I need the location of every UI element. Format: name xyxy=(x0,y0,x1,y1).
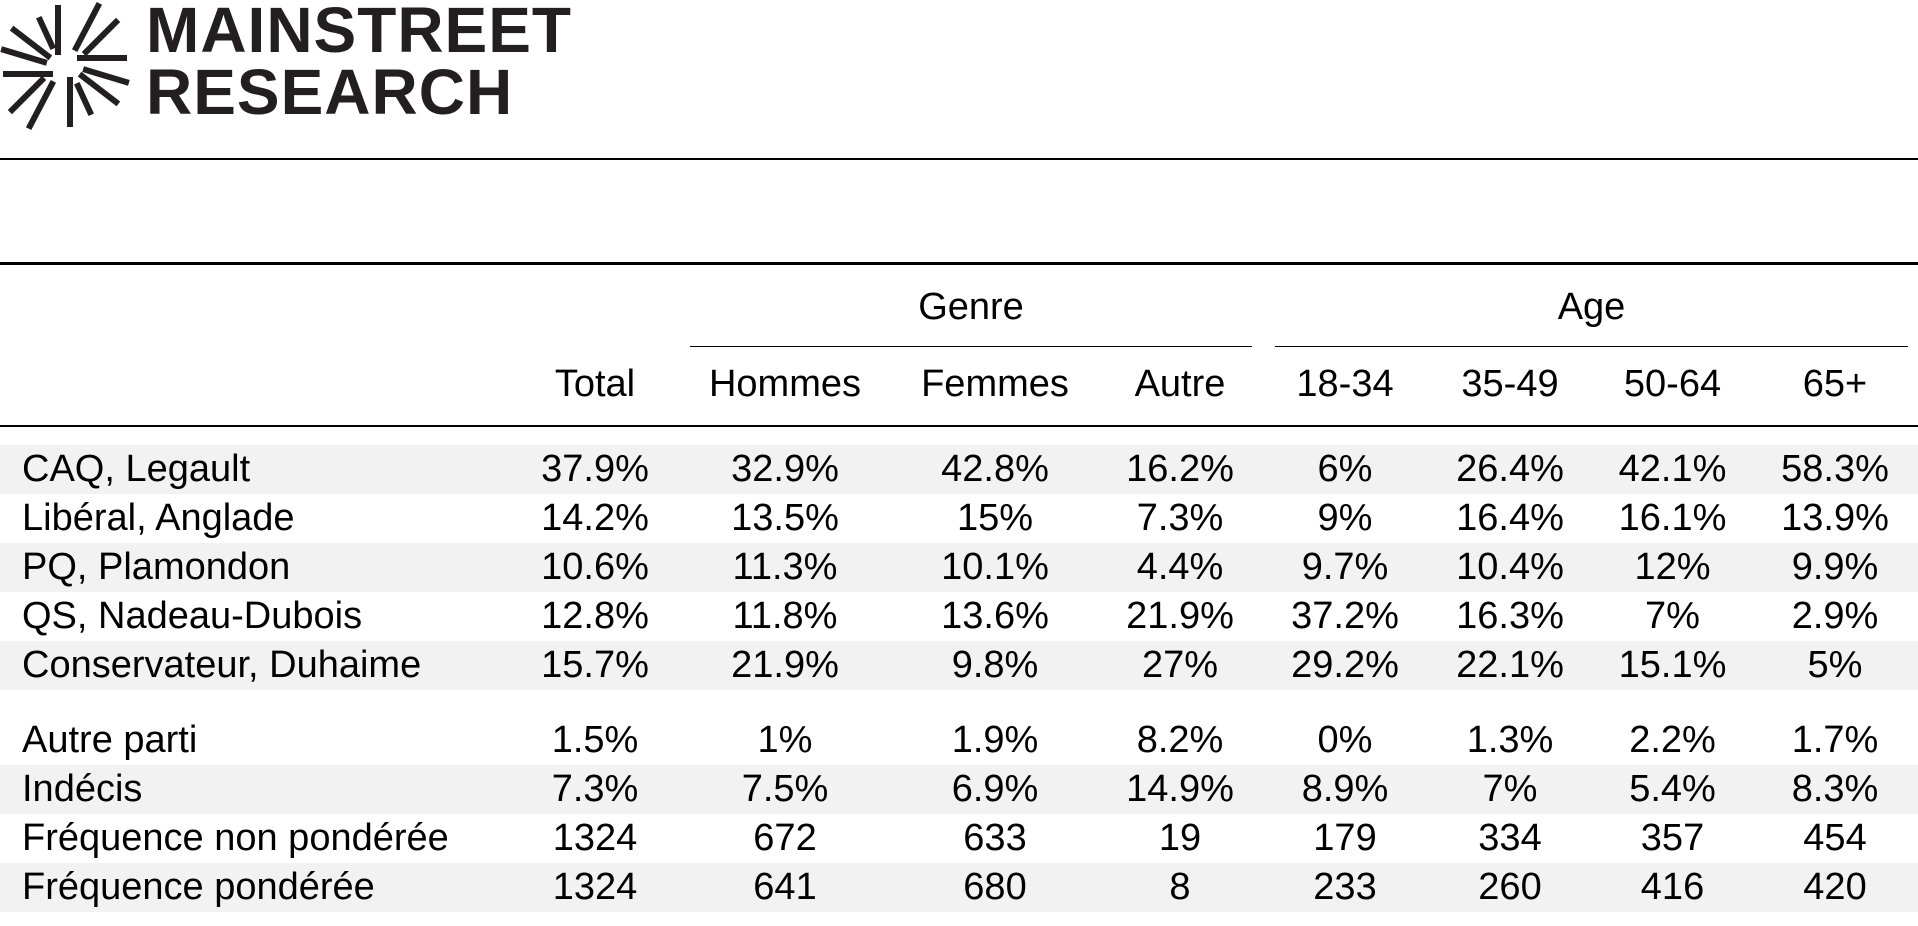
table-cell: 16.1% xyxy=(1618,497,1727,539)
table-cell: 16.3% xyxy=(1456,595,1564,637)
row-label: Fréquence non pondérée xyxy=(22,817,449,859)
table-cell: 357 xyxy=(1640,817,1705,859)
table-cell: 1324 xyxy=(552,817,638,859)
table-cell: 2.2% xyxy=(1629,719,1716,761)
table-cell: 6.9% xyxy=(951,768,1039,810)
table-cell: 16.4% xyxy=(1456,497,1564,539)
table-row xyxy=(0,543,1918,592)
row-label: CAQ, Legault xyxy=(22,448,251,490)
table-row xyxy=(0,765,1918,814)
table-cell: 13.6% xyxy=(941,595,1049,637)
column-header-50-64: 50-64 xyxy=(1623,363,1722,405)
table-cell: 8.3% xyxy=(1791,768,1879,810)
table-cell: 416 xyxy=(1640,866,1705,908)
table-cell: 7% xyxy=(1645,595,1700,637)
table-cell: 233 xyxy=(1313,866,1377,908)
starburst-logo-icon xyxy=(0,0,130,132)
table-cell: 13.5% xyxy=(731,497,839,539)
table-cell: 14.2% xyxy=(541,497,649,539)
column-header-autre: Autre xyxy=(1134,363,1226,405)
table-cell: 680 xyxy=(963,866,1027,908)
column-header-18-34: 18-34 xyxy=(1296,363,1394,405)
row-label: Autre parti xyxy=(22,719,198,761)
table-cell: 334 xyxy=(1478,817,1542,859)
table-cell: 1.9% xyxy=(951,719,1039,761)
row-label: QS, Nadeau-Dubois xyxy=(22,595,363,637)
column-header-65-plus: 65+ xyxy=(1802,363,1868,405)
table-cell: 32.9% xyxy=(731,448,839,490)
table-cell: 10.1% xyxy=(941,546,1049,588)
brand-name-line2: RESEARCH xyxy=(146,56,514,128)
table-row xyxy=(0,863,1918,912)
table-header-rule xyxy=(0,425,1918,427)
table-cell: 10.4% xyxy=(1456,546,1564,588)
table-cell: 454 xyxy=(1803,817,1867,859)
row-label: Fréquence pondérée xyxy=(22,866,375,908)
group-underline-age xyxy=(1275,346,1908,347)
table-cell: 7.3% xyxy=(1136,497,1224,539)
column-header-femmes: Femmes xyxy=(921,363,1069,405)
table-cell: 5.4% xyxy=(1629,768,1716,810)
group-header-genre: Genre xyxy=(918,286,1024,328)
table-cell: 7.5% xyxy=(741,768,829,810)
table-cell: 672 xyxy=(753,817,817,859)
table-cell: 4.4% xyxy=(1136,546,1224,588)
table-cell: 1% xyxy=(757,719,813,761)
table-cell: 260 xyxy=(1478,866,1542,908)
group-underline-genre xyxy=(690,346,1252,347)
row-label: Indécis xyxy=(22,768,143,810)
column-header-35-49: 35-49 xyxy=(1461,363,1559,405)
table-cell: 21.9% xyxy=(731,644,839,686)
table-cell: 14.9% xyxy=(1126,768,1234,810)
table-cell: 633 xyxy=(963,817,1027,859)
table-cell: 15.1% xyxy=(1618,644,1727,686)
table-cell: 42.8% xyxy=(941,448,1049,490)
table-cell: 8.9% xyxy=(1301,768,1389,810)
table-cell: 9.8% xyxy=(951,644,1039,686)
table-cell: 22.1% xyxy=(1456,644,1564,686)
table-cell: 13.9% xyxy=(1781,497,1889,539)
table-cell: 1.3% xyxy=(1466,719,1554,761)
table-row xyxy=(0,445,1918,494)
table-cell: 9.9% xyxy=(1791,546,1879,588)
table-cell: 19 xyxy=(1158,817,1202,859)
table-cell: 29.2% xyxy=(1291,644,1399,686)
row-label: PQ, Plamondon xyxy=(22,546,291,588)
table-cell: 1.7% xyxy=(1791,719,1879,761)
table-cell: 420 xyxy=(1803,866,1867,908)
table-cell: 7.3% xyxy=(551,768,639,810)
table-row xyxy=(0,814,1918,863)
table-cell: 179 xyxy=(1313,817,1377,859)
table-cell: 8 xyxy=(1169,866,1191,908)
table-cell: 2.9% xyxy=(1791,595,1879,637)
table-cell: 37.9% xyxy=(541,448,649,490)
table-row xyxy=(0,592,1918,641)
table-cell: 641 xyxy=(753,866,817,908)
table-cell: 6% xyxy=(1317,448,1373,490)
table-cell: 21.9% xyxy=(1126,595,1234,637)
table-cell: 15% xyxy=(956,497,1034,539)
table-cell: 58.3% xyxy=(1781,448,1889,490)
table-cell: 0% xyxy=(1317,719,1373,761)
table-cell: 9% xyxy=(1317,497,1373,539)
table-row xyxy=(0,641,1918,690)
table-cell: 16.2% xyxy=(1126,448,1234,490)
table-cell: 42.1% xyxy=(1618,448,1727,490)
column-header-hommes: Hommes xyxy=(708,363,862,405)
table-cell: 1324 xyxy=(552,866,638,908)
row-label: Libéral, Anglade xyxy=(22,497,295,539)
table-cell: 8.2% xyxy=(1136,719,1224,761)
row-label: Conservateur, Duhaime xyxy=(22,644,422,686)
brand-name-line1: MAINSTREET xyxy=(146,0,572,66)
table-cell: 10.6% xyxy=(541,546,649,588)
group-header-age: Age xyxy=(1557,286,1626,328)
table-cell: 15.7% xyxy=(541,644,649,686)
table-cell: 27% xyxy=(1141,644,1219,686)
table-cell: 26.4% xyxy=(1456,448,1564,490)
table-row xyxy=(0,716,1918,765)
column-header-total: Total xyxy=(554,363,636,405)
table-cell: 11.8% xyxy=(732,595,838,637)
table-cell: 7% xyxy=(1482,768,1538,810)
table-cell: 11.3% xyxy=(732,546,838,588)
header-divider xyxy=(0,158,1918,160)
brand-logo xyxy=(0,0,600,135)
table-cell: 9.7% xyxy=(1301,546,1389,588)
table-row xyxy=(0,494,1918,543)
table-top-rule xyxy=(0,262,1918,265)
table-cell: 12% xyxy=(1634,546,1711,588)
table-cell: 37.2% xyxy=(1291,595,1399,637)
table-cell: 12.8% xyxy=(541,595,649,637)
table-cell: 1.5% xyxy=(551,719,639,761)
table-cell: 5% xyxy=(1807,644,1863,686)
